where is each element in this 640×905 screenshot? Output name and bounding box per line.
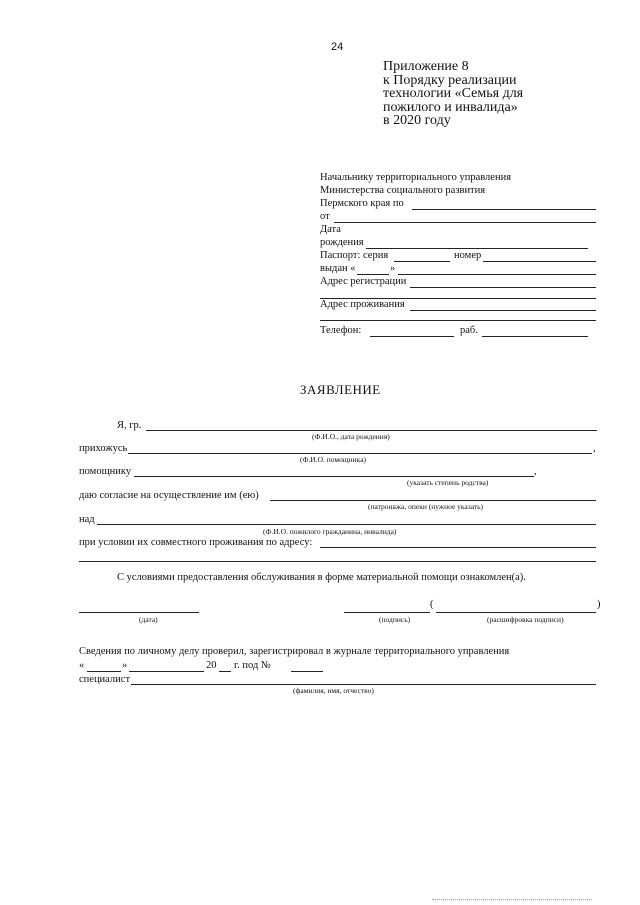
consent-label: даю согласие на осуществление им (ею) [79,490,259,501]
reg-address-field[interactable] [410,287,596,288]
appendix-line: Приложение 8 [383,59,469,74]
signature-field[interactable] [344,612,430,613]
caption-date: (дата) [139,615,158,624]
reg-month-field[interactable] [129,671,204,672]
passport-series-field[interactable] [394,261,450,262]
appendix-line: к Порядку реализации [383,72,517,88]
address-field[interactable] [320,547,596,548]
reg-address-label: Адрес регистрации [320,276,407,287]
helper-fio-field[interactable] [128,453,592,454]
live-address-field[interactable] [410,310,596,311]
addressee-line: Пермского края по [320,198,404,209]
checked-text: Сведения по личному делу проверил, зарегистрировал в журнале территориального управления [79,646,510,657]
phone-field[interactable] [370,336,454,337]
work-phone-field[interactable] [482,336,588,337]
scan-artifact [432,899,592,900]
acquainted-text: С условиями предоставления обслуживания в форме материальной помощи ознакомлен(а). [117,572,526,583]
addressee-line: Начальнику территориального управления [320,172,512,183]
caption-fio-helper: (Ф.И.О. помощника) [300,455,367,464]
caption-decoding: (расшифровка подписи) [487,615,564,624]
year-prefix: 20 [206,660,217,671]
quote-close: » [122,660,128,671]
birth-label: рождения [320,237,364,248]
date-signed-field[interactable] [79,612,199,613]
address-field-2[interactable] [79,561,596,562]
passport-number-label: номер [454,250,482,261]
specialist-field[interactable] [131,684,596,685]
helper-label: помощнику [79,466,132,477]
reg-number-field[interactable] [291,671,323,672]
related-label: прихожусь [79,443,128,454]
comma: , [534,466,537,477]
caption-fio-birth: (Ф.И.О., дата рождения) [312,432,390,441]
comma: , [593,443,596,454]
year-suffix: г. под № [234,660,271,671]
reg-day-field[interactable] [87,671,121,672]
region-field[interactable] [412,209,596,210]
appendix-line: пожилого и инвалида» [383,99,518,115]
quote-open: « [79,660,85,671]
passport-series-label: Паспорт: серия [320,250,389,261]
issued-day-field[interactable] [357,274,389,275]
from-label: от [320,211,330,222]
from-field[interactable] [334,222,596,223]
issued-quote: » [390,263,396,274]
signature-decoding-field[interactable] [436,612,596,613]
caption-fullname: (фамилия, имя, отчество) [293,686,374,695]
caption-relation: (указать степень родства) [407,478,489,487]
elderly-fio-field[interactable] [97,524,596,525]
caption-signature: (подпись) [379,615,411,624]
citizen-label: Я, гр. [117,420,142,431]
condition-label: при условии их совместного проживания по адресу: [79,537,313,548]
appendix-line: в 2020 году [383,113,451,128]
caption-elderly: (Ф.И.О. пожилого гражданина, инвалида) [263,527,397,536]
paren-open: ( [430,599,434,610]
issued-by-field[interactable] [398,274,596,275]
issued-label: выдан « [320,263,356,274]
specialist-label: специалист [79,674,131,685]
passport-number-field[interactable] [483,261,596,262]
relation-field[interactable] [134,476,534,477]
page-number: 24 [331,41,344,53]
over-label: над [79,514,95,525]
caption-patronage: (патронажа, опеки (нужное указать) [368,502,484,511]
live-address-field-2[interactable] [320,320,596,321]
birth-date-field[interactable] [366,248,588,249]
reg-year-field[interactable] [219,671,231,672]
appendix-line: технологии «Семья для [383,86,524,101]
phone-label: Телефон: [320,325,362,336]
patronage-field[interactable] [270,500,596,501]
live-address-label: Адрес проживания [320,299,405,310]
document-title: ЗАЯВЛЕНИЕ [300,382,381,397]
paren-close: ) [597,599,601,610]
citizen-fio-field[interactable] [146,430,597,431]
appendix-block [383,60,523,128]
work-phone-label: раб. [460,325,478,336]
date-label: Дата [320,224,341,235]
addressee-line: Министерства социального развития [320,185,486,196]
